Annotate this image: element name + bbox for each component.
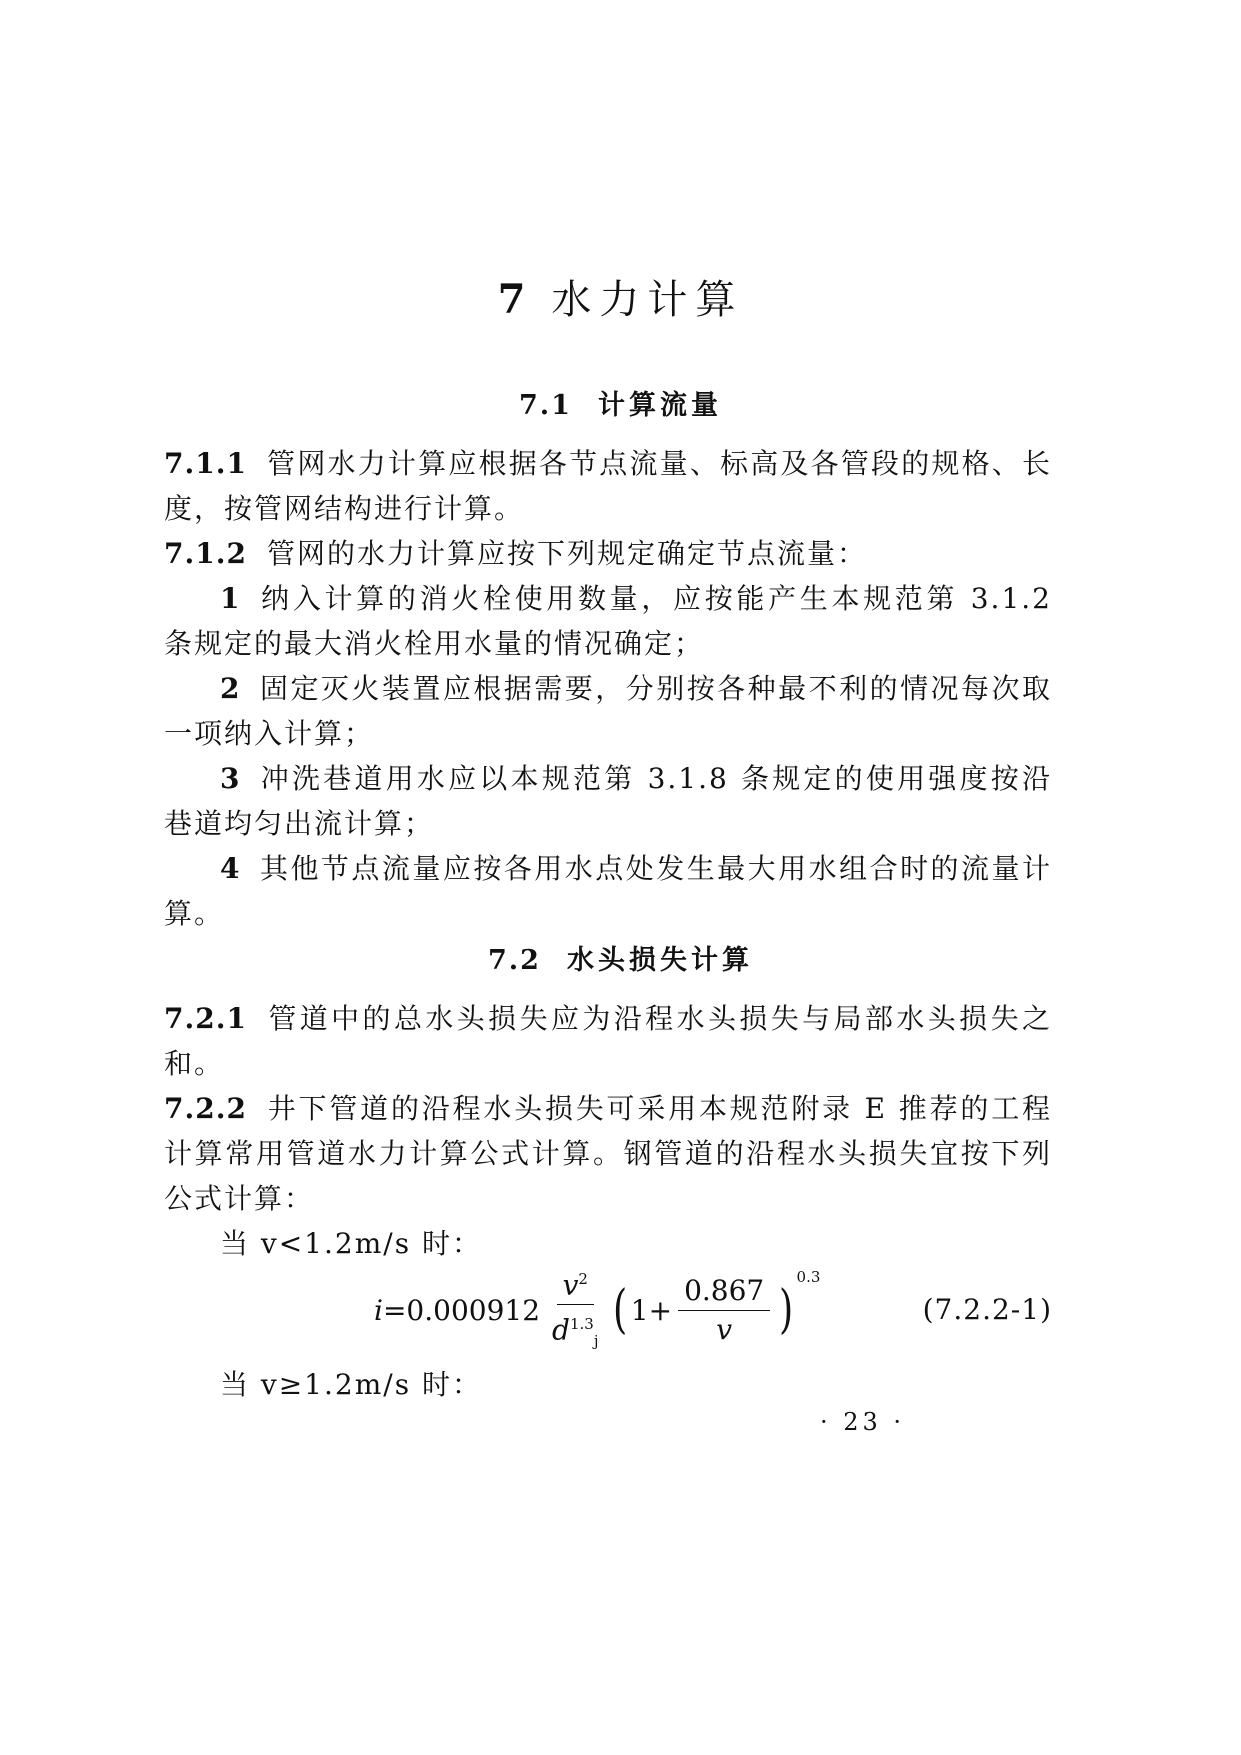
clause-7-2-2	[164, 1086, 1052, 1221]
page-number: · 23 ·	[820, 1408, 906, 1436]
condition-text: 当 v<1.2m/s 时：	[220, 1227, 482, 1260]
item-number: 4	[220, 852, 242, 885]
item-number: 1	[220, 582, 242, 615]
item-text: 纳入计算的消火栓使用数量，应按能产生本规范第 3.1.2 条规定的最大消火栓用水量的情况确定；	[164, 582, 1052, 660]
formula-coefficient: =0.000912	[382, 1293, 541, 1327]
clause-number: 7.2.1	[164, 1002, 247, 1035]
chapter-title	[0, 268, 1241, 325]
chapter-number: 7	[497, 276, 526, 323]
item-text: 其他节点流量应按各用水点处发生最大用水组合时的流量计算。	[164, 852, 1052, 930]
section-number: 7.1	[519, 390, 572, 421]
list-item	[164, 666, 1052, 756]
clause-text: 管网的水力计算应按下列规定确定节点流量：	[266, 537, 867, 570]
list-item	[164, 846, 1052, 936]
clause-7-1-2	[164, 531, 1052, 576]
inner-fraction	[678, 1274, 770, 1347]
clause-text: 管网水力计算应根据各节点流量、标高及各管段的规格、长度，按管网结构进行计算。	[164, 447, 1052, 525]
equation-number: (7.2.2-1)	[922, 1293, 1052, 1326]
formula-expression	[374, 1262, 820, 1358]
denominator-subscript: j	[593, 1332, 599, 1351]
numerator-var: v	[562, 1268, 579, 1302]
clause-number: 7.1.1	[164, 447, 247, 480]
numerator-exponent: 2	[578, 1269, 588, 1288]
inner-numerator: 0.867	[678, 1274, 770, 1311]
condition-text: 当 v≥1.2m/s 时：	[220, 1368, 482, 1401]
clause-number: 7.2.2	[164, 1092, 247, 1125]
section-title: 计算流量	[597, 390, 722, 421]
section-title: 水头损失计算	[566, 945, 753, 976]
clause-number: 7.1.2	[164, 537, 247, 570]
item-text: 冲洗巷道用水应以本规范第 3.1.8 条规定的使用强度按沿巷道均匀出流计算；	[164, 762, 1052, 840]
formula-lhs: i	[374, 1293, 383, 1327]
condition-block	[164, 1362, 1052, 1407]
clause-text: 井下管道的沿程水头损失可采用本规范附录 E 推荐的工程计算常用管道水力计算公式计算。钢管道的沿程水头损失宜按下列公式计算：	[164, 1092, 1052, 1215]
item-text: 固定灭火装置应根据需要，分别按各种最不利的情况每次取一项纳入计算；	[164, 672, 1052, 750]
section-heading-7-2	[0, 938, 1241, 977]
outer-exponent: 0.3	[796, 1268, 821, 1286]
inner-denominator: v	[716, 1312, 733, 1346]
formula-7-2-2-1	[164, 1262, 1052, 1358]
fraction	[546, 1262, 604, 1358]
one-plus: 1+	[630, 1293, 673, 1327]
left-paren: (	[613, 1280, 628, 1340]
chapter-title-text: 水力计算	[551, 277, 744, 323]
section-heading-7-1	[0, 383, 1241, 422]
clause-7-2-1	[164, 996, 1052, 1086]
clauses-7-2	[164, 996, 1052, 1266]
clause-text: 管道中的总水头损失应为沿程水头损失与局部水头损失之和。	[164, 1002, 1052, 1080]
clause-7-1-1	[164, 441, 1052, 531]
list-item	[164, 576, 1052, 666]
item-number: 3	[220, 762, 242, 795]
item-number: 2	[220, 672, 242, 705]
right-paren: )	[779, 1280, 794, 1340]
denominator-var: d	[552, 1313, 570, 1347]
list-item	[164, 756, 1052, 846]
clauses-7-1	[164, 441, 1052, 936]
denominator-exponent: 1.3	[569, 1315, 594, 1334]
section-number: 7.2	[488, 945, 541, 976]
